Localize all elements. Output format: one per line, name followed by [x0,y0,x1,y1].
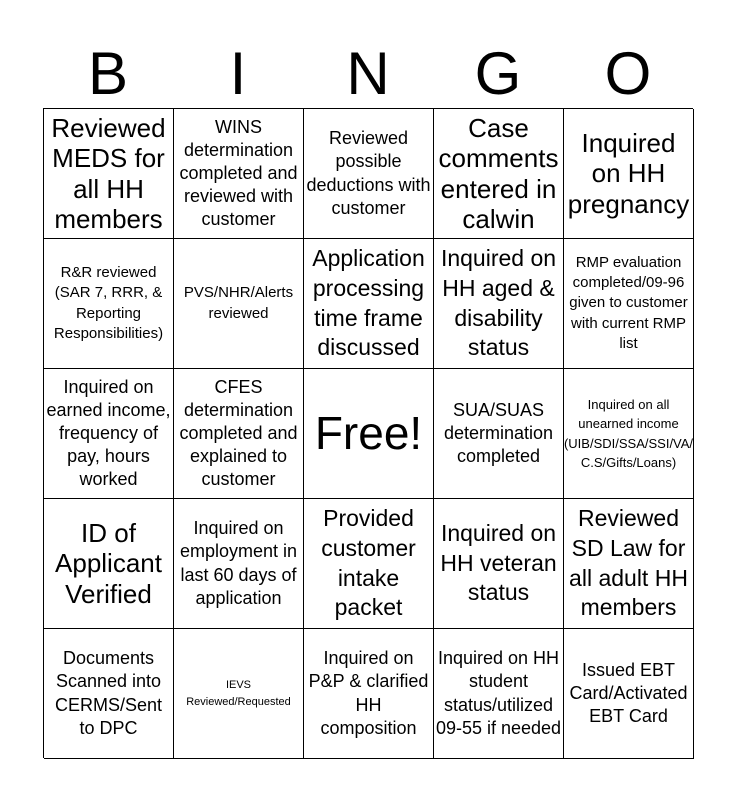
bingo-cell-r3c1[interactable] [44,369,174,499]
cell-text: Inquired on HH veteran status [440,519,557,606]
bingo-cell-r1c5[interactable] [564,109,694,239]
bingo-cell-r2c5[interactable] [564,239,694,369]
bingo-cell-r3c4[interactable] [434,369,564,499]
cell-text: Inquired on HH aged & disability status [440,244,557,361]
header-letter-b: B [87,40,129,107]
bingo-cell-r2c3[interactable] [304,239,434,369]
bingo-cell-r4c3[interactable] [304,499,434,629]
cell-text: Inquired on employment in last 60 days of application [179,518,298,608]
bingo-cell-r5c4[interactable] [434,629,564,759]
header-letter-i: I [229,40,247,107]
bingo-cell-r4c1[interactable] [44,499,174,629]
cell-text: Application processing time frame discussed [312,244,425,361]
bingo-cell-r2c1[interactable] [44,239,174,369]
bingo-grid [43,108,693,758]
cell-text: Case comments entered in calwin [438,112,559,234]
cell-text: Issued EBT Card/Activated EBT Card [569,659,688,727]
bingo-cell-r4c5[interactable] [564,499,694,629]
cell-text: CFES determination completed and explained to customer [179,376,298,490]
cell-text: Documents Scanned into CERMS/Sent to DPC [54,648,163,738]
cell-text: Provided customer intake packet [321,504,416,621]
cell-text: R&R reviewed (SAR 7, RRR, & Reporting Responsibilities) [53,264,164,342]
cell-text: RMP evaluation completed/09-96 given to customer with current RMP list [569,253,688,352]
bingo-cell-r5c5[interactable] [564,629,694,759]
bingo-cell-r2c4[interactable] [434,239,564,369]
header-letter-n: N [346,40,390,107]
bingo-cell-r4c2[interactable] [174,499,304,629]
cell-text: Reviewed SD Law for all adult HH members [569,504,688,621]
bingo-cell-r5c2[interactable] [174,629,304,759]
bingo-cell-r1c2[interactable] [174,109,304,239]
header-letter-o: O [604,40,652,107]
free-space-text: Free! [314,407,423,460]
bingo-cell-r3c5[interactable] [564,369,694,499]
bingo-cell-free[interactable] [304,369,434,499]
cell-text: Inquired on all unearned income (UIB/SDI/SSA/SSI/VA/ C.S/Gifts/Loans) [564,396,694,470]
bingo-cell-r1c3[interactable] [304,109,434,239]
cell-text: Inquired on P&P & clarified HH composition [308,648,429,738]
bingo-cell-r1c1[interactable] [44,109,174,239]
bingo-cell-r5c3[interactable] [304,629,434,759]
bingo-cell-r5c1[interactable] [44,629,174,759]
cell-text: Reviewed possible deductions with customer [306,128,431,218]
cell-text: Inquired on HH student status/utilized 09-55 if needed [435,648,562,738]
bingo-cell-r1c4[interactable] [434,109,564,239]
cell-text: Inquired on HH pregnancy [567,127,690,219]
bingo-header [43,40,693,108]
cell-text: Reviewed MEDS for all HH members [51,112,166,234]
cell-text: WINS determination completed and reviewed with customer [179,116,298,230]
header-letter-g: G [474,40,522,107]
cell-text: IEVS Reviewed/Requested [186,679,291,708]
bingo-cell-r2c2[interactable] [174,239,304,369]
cell-text: PVS/NHR/Alerts reviewed [183,284,294,322]
bingo-cell-r3c2[interactable] [174,369,304,499]
bingo-cell-r4c4[interactable] [434,499,564,629]
cell-text: ID of Applicant Verified [55,517,162,609]
cell-text: Inquired on earned income, frequency of pay, hours worked [46,376,171,490]
cell-text: SUA/SUAS determination completed [443,399,554,467]
